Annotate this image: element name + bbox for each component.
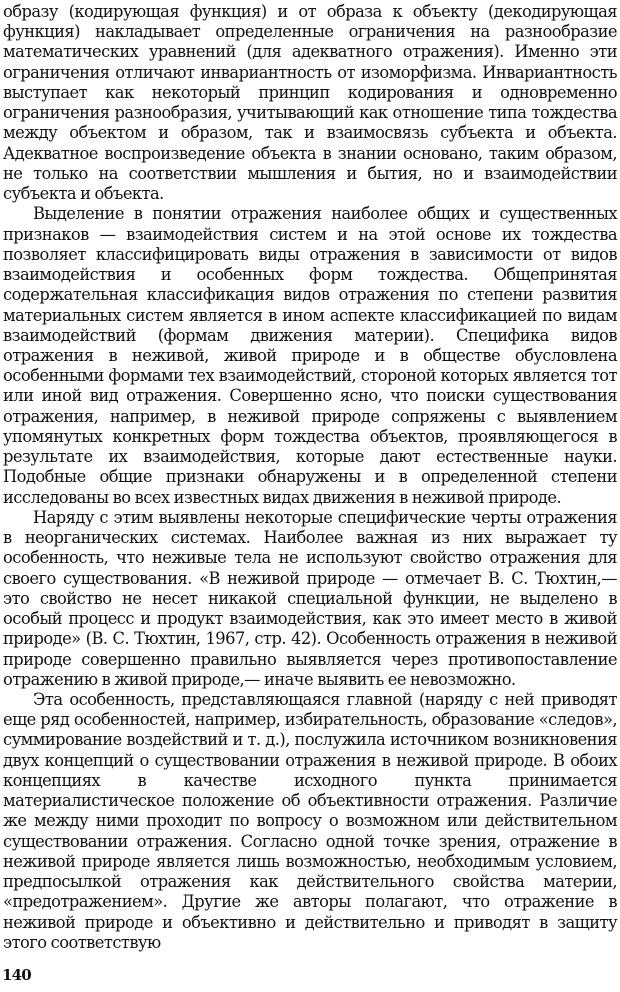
paragraph-continuation: образу (кодирующая функция) и от образа к объекту (декодирующая функция) накладывает определенные ограничения на разнообразие математических уравнений (для адекватного отражения). Именно эти ограничения отличают инвариантность от изоморфизма. Инвариантность выступает как некоторый принцип кодирования и одновременно ограничения разнообразия, учитывающий как отношение типа тождества между объектом и образом, так и взаимосвязь субъекта и объекта. Адекватное воспроизведение объекта в знании основано, таким образом, не только на соответствии мышления и бытия, но и взаимодействии субъекта и объекта. <box>3 2 617 204</box>
page-number: 140 <box>2 966 31 984</box>
body-text <box>3 2 617 953</box>
paragraph-inorganic-features: Наряду с этим выявлены некоторые специфические черты отражения в неорганических системах. Наиболее важная из них выражает ту особенность, что неживые тела не используют свойство отражения для своего существования. «В неживой природе — отмечает В. С. Тюхтин,— это свойство не несет никакой специальной функции, не выделено в особый процесс и продукт взаимодействия, как это имеет место в живой природе» (В. С. Тюхтин, 1967, стр. 42). Особенность отражения в неживой природе совершенно правильно выявляется через противопоставление отражению в живой природе,— иначе выявить ее невозможно. <box>3 507 617 689</box>
paragraph-reflection-classification: Выделение в понятии отражения наиболее общих и существенных признаков — взаимодействия систем и на этой основе их тождества позволяет классифицировать виды отражения в зависимости от видов взаимодействия и особенных форм тождества. Общепринятая содержательная классификация видов отражения по степени развития материальных систем является в ином аспекте классификацией по видам взаимодействий (формам движения материи). Специфика видов отражения в неживой, живой природе и в обществе обусловлена особенными формами тех взаимодействий, стороной которых является тот или иной вид отражения. Совершенно ясно, что поиски существования отражения, например, в неживой природе сопряжены с выявлением упомянутых конкретных форм тождества объектов, проявляющегося в результате их взаимодействия, которые дают естественные науки. Подобные общие признаки обнаружены и в определенной степени исследованы во всех известных видах движения в неживой природе. <box>3 204 617 507</box>
paragraph-two-concepts: Эта особенность, представляющаяся главной (наряду с ней приводят еще ряд особенностей, например, избирательность, образование «следов», суммирование воздействий и т. д.), послужила источником возникновения двух концепций о существовании отражения в неживой природе. В обоих концепциях в качестве исходного пункта принимается материалистическое положение об объективности отражения. Различие же между ними проходит по вопросу о возможном или действительном существовании отражения. Согласно одной точке зрения, отражение в неживой природе является лишь возможностью, необходимым условием, предпосылкой отражения как действительного свойства материи, «предотражением». Другие же авторы полагают, что отражение в неживой природе и объективно и действительно и приводят в защиту этого соответствую <box>3 689 617 952</box>
